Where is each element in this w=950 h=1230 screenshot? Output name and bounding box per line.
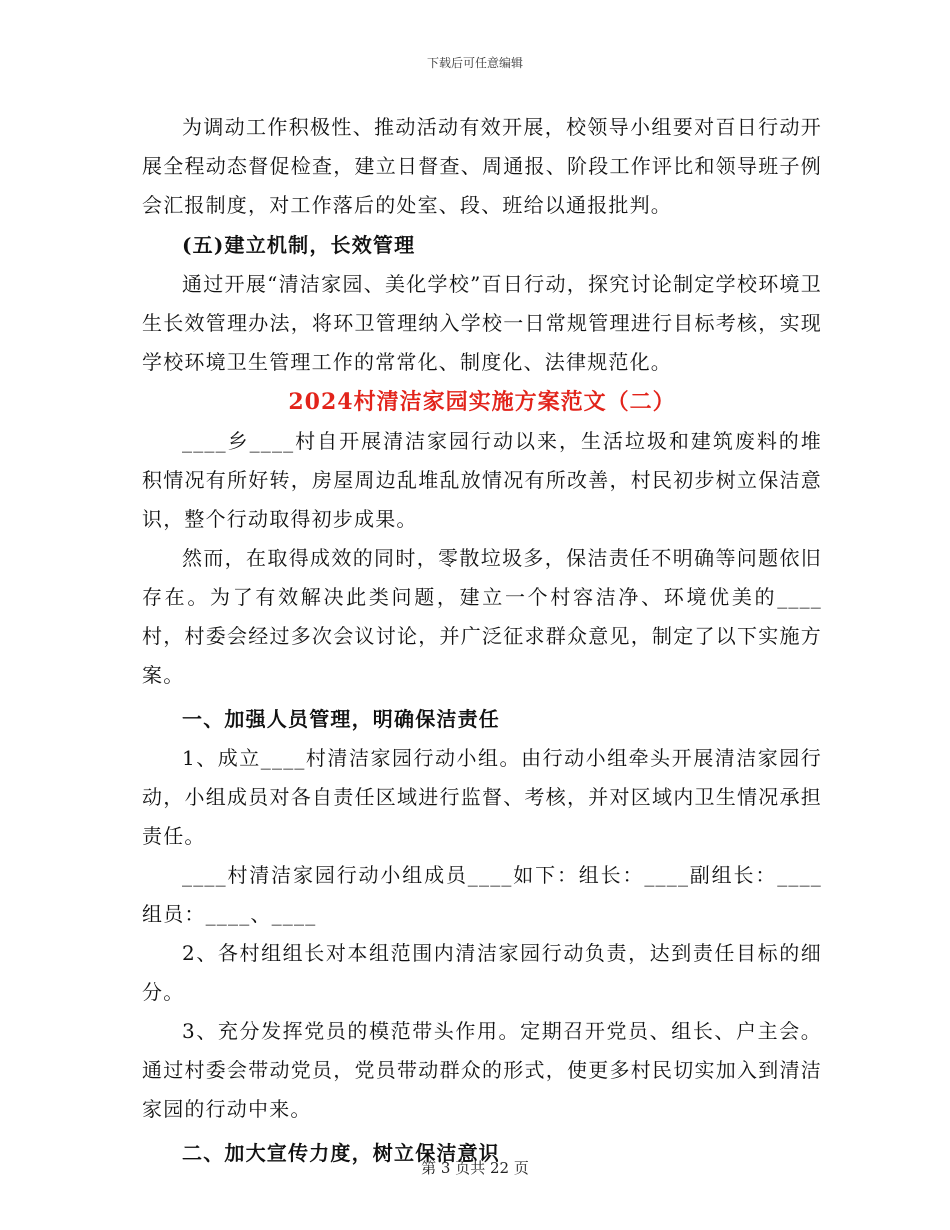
paragraph-supervision: 为调动工作积极性、推动活动有效开展，校领导小组要对百日行动开展全程动态督促检查，建立日督查、周通报、阶段工作评比和领导班子例会汇报制度，对工作落后的处室、段、班给以通报批判。 — [142, 115, 822, 217]
section-heading-mechanism: (五)建立机制，长效管理 — [182, 233, 416, 257]
paragraph-item-1: 1、成立____村清洁家园行动小组。由行动小组牵头开展清洁家园行动，小组成员对各自责任区域进行监督、考核，并对区域内卫生情况承担责任。 — [142, 746, 822, 848]
paragraph-item-3: 3、充分发挥党员的模范带头作用。定期召开党员、组长、户主会。通过村委会带动党员，党员带动群众的形式，使更多村民切实加入到清洁家园的行动中来。 — [142, 1019, 822, 1121]
paragraph-long-term-management: 通过开展“清洁家园、美化学校”百日行动，探究讨论制定学校环境卫生长效管理办法，将环卫管理纳入学校一日常规管理进行目标考核，实现学校环境卫生管理工作的常常化、制度化、法律规范化。 — [142, 272, 822, 374]
document-title: 2024村清洁家园实施方案范文（二） — [288, 389, 676, 415]
document-body — [142, 108, 822, 1173]
paragraph-intro: ____乡____村自开展清洁家园行动以来，生活垃圾和建筑废料的堆积情况有所好转，房屋周边乱堆乱放情况有所改善，村民初步树立保洁意识，整个行动取得初步成果。 — [142, 429, 822, 531]
paragraph-group-members: ____村清洁家园行动小组成员____如下：组长：____副组长：____组员：____、____ — [142, 863, 822, 926]
section-heading-personnel: 一、加强人员管理，明确保洁责任 — [182, 707, 500, 731]
page-header-note: 下载后可任意编辑 — [426, 56, 523, 70]
section-heading-publicity: 二、加大宣传力度，树立保洁意识 — [182, 1141, 500, 1165]
paragraph-item-2: 2、各村组组长对本组范围内清洁家园行动负责，达到责任目标的细分。 — [142, 941, 822, 1004]
paragraph-problems: 然而，在取得成效的同时，零散垃圾多，保洁责任不明确等问题依旧存在。为了有效解决此类问题，建立一个村容洁净、环境优美的____村，村委会经过多次会议讨论，并广泛征求群众意见，制定了以下实施方案。 — [142, 546, 822, 687]
page-footer-number: 第 3 页共 22 页 — [421, 1159, 529, 1177]
